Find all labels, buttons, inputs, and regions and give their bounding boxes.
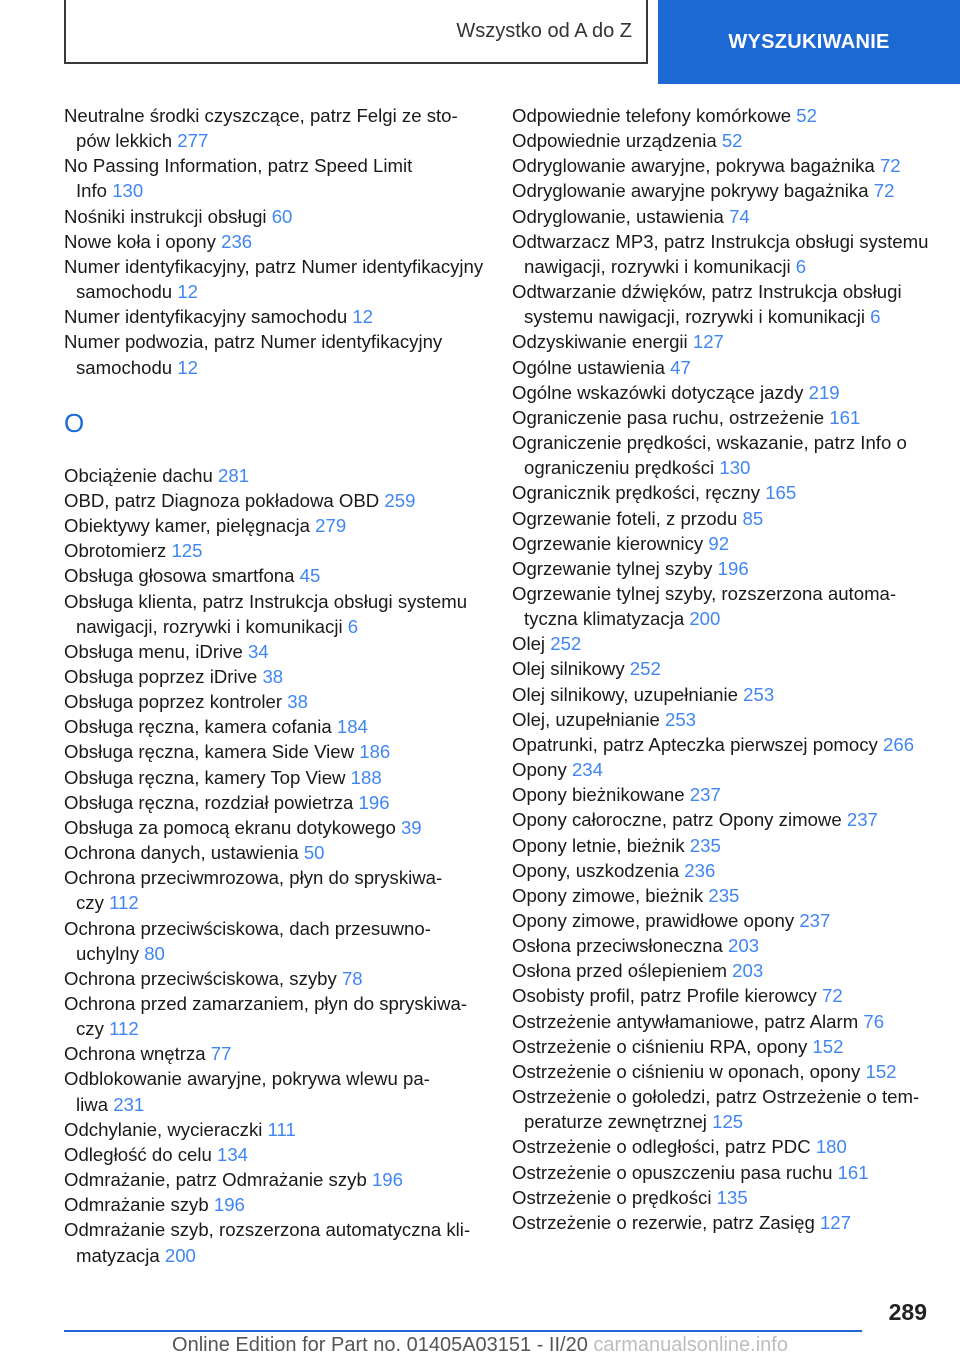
entry-text: Obsługa ręczna, kamera cofania [64,716,332,738]
page-ref-link[interactable]: 52 [796,105,817,126]
index-entry [64,538,484,563]
page-ref-link[interactable]: 134 [216,1143,249,1165]
entry-text: Ostrzeżenie antywłamaniowe, patrz Alarm [512,1010,859,1032]
index-column-left [64,103,484,1268]
index-entry [512,1160,932,1185]
page-ref-link[interactable]: 125 [712,1111,744,1133]
page-ref-link[interactable]: 47 [670,356,691,378]
page-ref-link[interactable]: 125 [171,540,203,562]
entry-text: Ochrona wnętrza [64,1043,206,1065]
entry-text: Ochrona danych, ustawienia [64,842,299,864]
index-entry [64,153,484,203]
entry-text: Ostrzeżenie o prędkości [512,1186,712,1208]
entry-text: Ogólne ustawienia [512,356,665,378]
index-entry [64,463,484,488]
index-entry [512,782,932,807]
page-ref-link[interactable]: 80 [144,942,165,964]
entry-text: Osłona przeciwsłoneczna [512,935,723,957]
entry-text: Opatrunki, patrz Apteczka pierwszej pomocy [512,733,878,755]
index-entry [64,229,484,254]
entry-text: Odzyskiwanie energii [512,331,688,353]
index-entry [64,1066,484,1116]
index-entry [512,883,932,908]
page-ref-link[interactable]: 231 [113,1093,145,1115]
header-active-tab[interactable] [658,0,960,84]
index-entry [64,639,484,664]
page-ref-link[interactable]: 50 [303,842,325,864]
entry-text: Olej [512,633,546,655]
entry-text: Nowe koła i opony [64,230,216,252]
entry-text: Odmrażanie szyb, rozszerzona automatyczna klimatyzacja [64,1219,471,1266]
page-ref-link[interactable]: 6 [795,255,807,277]
index-entry [512,556,932,581]
page-ref-link[interactable]: 78 [341,967,363,989]
page-ref-link[interactable]: 196 [717,557,749,579]
index-entry [512,933,932,958]
entry-text: Obsługa menu, iDrive [64,640,243,662]
page-ref-link[interactable]: 253 [743,683,775,705]
entry-text: Ostrzeżenie o ciśnieniu RPA, opony [512,1035,808,1057]
entry-text: Odmrażanie, patrz Odmrażanie szyb [64,1169,367,1191]
index-entry [64,103,484,153]
entry-text: Ostrzeżenie o rezerwie, patrz Zasięg [512,1211,815,1233]
page-ref-link[interactable]: 12 [177,356,198,378]
index-entry [512,983,932,1008]
page-ref-link[interactable]: 127 [819,1211,851,1233]
entry-text: Odległość do celu [64,1143,212,1165]
page-ref-link[interactable]: 235 [689,834,721,856]
entry-text: Odryglowanie awaryjne, pokrywa bagażnika [512,155,875,177]
page-ref-link[interactable]: 281 [218,464,250,486]
page-ref-link[interactable]: 277 [177,130,209,152]
index-entry [64,765,484,790]
entry-text: Ostrzeżenie o ciśnieniu w oponach, opony [512,1060,861,1082]
index-entry [512,103,932,128]
entry-text: Osobisty profil, patrz Profile kierowcy [512,985,817,1007]
index-entry [512,229,932,279]
index-entry [512,1134,932,1159]
index-entry [512,757,932,782]
index-entry [64,204,484,229]
index-entry [512,858,932,883]
page-ref-link[interactable]: 200 [164,1244,196,1266]
page-ref-link[interactable]: 161 [829,406,861,428]
index-entry [64,916,484,966]
index-entry [512,1210,932,1235]
page-ref-link[interactable]: 12 [177,281,198,303]
index-entry [512,833,932,858]
index-entry [512,1084,932,1134]
page-ref-link[interactable]: 45 [299,565,321,587]
entry-text: Odryglowanie awaryjne pokrywy bagażnika [512,180,869,202]
page-ref-link[interactable]: 60 [271,205,293,227]
page-ref-link[interactable]: 237 [846,809,878,831]
entry-text: Olej silnikowy, uzupełnianie [512,683,738,705]
index-entry [64,304,484,329]
index-entry [64,664,484,689]
index-entry [512,958,932,983]
page-ref-link[interactable]: 72 [873,180,895,202]
index-entry [64,1142,484,1167]
page-ref-link[interactable]: 196 [358,791,390,813]
entry-text: Osłona przed oślepieniem [512,960,727,982]
page-ref-link[interactable]: 111 [267,1118,296,1140]
index-entry [64,589,484,639]
index-entry [512,405,932,430]
entry-text: Obsługa ręczna, kamery Top View [64,766,346,788]
page-ref-link[interactable]: 279 [315,515,347,537]
entry-text: Odchylanie, wycieraczki [64,1118,263,1140]
page-ref-link[interactable]: 237 [689,784,721,806]
index-entry [512,380,932,405]
index-entry [512,631,932,656]
index-entry [64,1041,484,1066]
index-entry [64,329,484,379]
entry-text: Olej, uzupełnianie [512,708,660,730]
page-ref-link[interactable]: 38 [262,665,284,687]
page-ref-link[interactable]: 237 [799,910,831,931]
footer-edition [0,1334,960,1357]
index-entry [512,279,932,329]
page-ref-link[interactable]: 92 [708,532,730,554]
edition-text: Online Edition for Part no. 01405A03151 - II/20 [172,1334,588,1356]
index-entry [64,513,484,538]
index-entry [512,329,932,354]
index-entry [512,581,932,631]
entry-text: Ogrzewanie kierownicy [512,532,704,554]
header-tab-label: Wszystko od A do Z [456,19,632,42]
entry-text: Obsługa ręczna, rozdział powietrza [64,791,354,813]
section-letter: O [64,407,85,438]
page-ref-link[interactable]: 266 [883,733,915,755]
page-ref-link[interactable]: 6 [347,615,359,637]
page-ref-link[interactable]: 127 [692,331,724,353]
index-column-right [512,103,932,1235]
index-entry [512,807,932,832]
entry-text: Odpowiednie urządzenia [512,130,717,152]
footer-divider [64,1330,862,1332]
page-ref-link[interactable]: 72 [822,985,843,1007]
index-entry [512,1185,932,1210]
index-entry [64,1192,484,1217]
entry-text: Ochrona przeciwściskowa, szyby [64,967,337,989]
page-ref-link[interactable]: 180 [815,1136,847,1158]
header-tab-box[interactable] [64,0,648,64]
page-ref-link[interactable]: 252 [550,633,582,655]
index-entry [64,815,484,840]
page-ref-link[interactable]: 236 [684,859,716,881]
entry-text: Ostrzeżenie o opuszczeniu pasa ruchu [512,1161,833,1183]
entry-text: Ogrzewanie tylnej szyby [512,557,713,579]
page-ref-link[interactable]: 130 [112,180,144,202]
index-entry [512,1034,932,1059]
page-ref-link[interactable]: 236 [221,230,253,252]
page-ref-link[interactable]: 130 [719,457,751,479]
entry-text: Nośniki instrukcji obsługi [64,205,267,227]
page-ref-link[interactable]: 184 [336,716,368,738]
entry-text: No Passing Information, patrz Speed Limit Info [64,155,413,202]
page-ref-link[interactable]: 112 [109,892,139,914]
entry-text: OBD, patrz Diagnoza pokładowa OBD [64,489,380,511]
index-entry [64,563,484,588]
entry-text: Odblokowanie awaryjne, pokrywa wlewu paliwa [64,1068,430,1115]
page-ref-link[interactable]: 165 [765,482,797,504]
entry-text: Ograniczenie pasa ruchu, ostrzeżenie [512,406,825,428]
entry-text: Neutralne środki czyszczące, patrz Felgi ze stopów lekkich [64,105,458,152]
page-ref-link[interactable]: 135 [716,1186,748,1208]
page-ref-link[interactable]: 203 [728,935,760,957]
page-ref-link[interactable]: 152 [812,1035,844,1057]
entry-text: Odtwarzanie dźwięków, patrz Instrukcja obsługi systemu nawigacji, rozrywki i komunikacji [512,281,902,328]
page-ref-link[interactable]: 200 [689,608,721,630]
page-ref-link[interactable]: 12 [352,306,374,328]
page-ref-link[interactable]: 188 [350,766,382,788]
entry-text: Opony całoroczne, patrz Opony zimowe [512,809,842,831]
page-ref-link[interactable]: 6 [870,306,881,328]
page-ref-link[interactable]: 72 [879,155,901,177]
index-entry [512,153,932,178]
page-ref-link[interactable]: 52 [721,130,743,152]
entry-text: Odmrażanie szyb [64,1194,209,1216]
page-number: 289 [888,1299,927,1325]
entry-text: Ochrona przeciwściskowa, dach przesuwnouchylny [64,917,431,964]
entry-text: Odtwarzacz MP3, patrz Instrukcja obsługi systemu nawigacji, rozrywki i komunikacji [512,230,929,277]
entry-text: Obsługa za pomocą ekranu dotykowego [64,816,396,838]
page-ref-link[interactable]: 203 [732,960,764,982]
index-entry [512,908,932,933]
page-ref-link[interactable]: 34 [247,640,269,662]
page-ref-link[interactable]: 252 [629,658,661,680]
page-ref-link[interactable]: 38 [287,691,308,713]
index-entry [64,254,484,304]
index-entry [512,355,932,380]
entry-text: Ogrzewanie foteli, z przodu [512,507,738,529]
index-entry [64,739,484,764]
index-entry [64,840,484,865]
index-entry [512,732,932,757]
entry-text: Ostrzeżenie o gołoledzi, patrz Ostrzeżenie o temperaturze zewnętrznej [512,1086,920,1133]
index-entry [512,1009,932,1034]
page-ref-link[interactable]: 234 [571,759,603,781]
entry-text: Olej silnikowy [512,658,625,680]
entry-text: Opony zimowe, bieżnik [512,884,704,906]
page-ref-link[interactable]: 77 [210,1043,232,1065]
index-entry [512,128,932,153]
index-entry [64,488,484,513]
entry-text: Obsługa głosowa smartfona [64,565,295,587]
page-ref-link[interactable]: 76 [863,1010,885,1032]
entry-text: Opony, uszkodzenia [512,859,680,881]
entry-text: Ochrona przeciwmrozowa, płyn do spryskiwaczy [64,867,443,914]
index-entry [512,707,932,732]
page-ref-link[interactable]: 235 [708,884,740,906]
page-ref-link[interactable]: 196 [371,1169,403,1191]
page-ref-link[interactable]: 161 [837,1161,869,1183]
index-entry [512,682,932,707]
entry-text: Ochrona przed zamarzaniem, płyn do spryskiwaczy [64,993,468,1040]
entry-text: Obsługa poprzez iDrive [64,665,258,687]
entry-text: Numer podwozia, patrz Numer identyfikacyjny samochodu [64,331,443,378]
entry-text: Numer identyfikacyjny, patrz Numer identyfikacyjny samochodu [64,255,484,303]
index-entry [512,480,932,505]
entry-text: Ogranicznik prędkości, ręczny [512,482,761,504]
index-entry [512,178,932,203]
index-entry [64,865,484,915]
index-entry [64,790,484,815]
index-entry [64,966,484,991]
page-ref-link[interactable]: 186 [359,741,391,763]
entry-text: Obsługa klienta, patrz Instrukcja obsługi systemu nawigacji, rozrywki i komunikacji [64,590,468,637]
entry-text: Opony zimowe, prawidłowe opony [512,910,795,931]
page-ref-link[interactable]: 152 [865,1060,897,1082]
entry-text: Obsługa poprzez kontroler [64,691,283,713]
entry-text: Obrotomierz [64,540,167,562]
watermark-text: carmanualsonline.info [587,1334,788,1356]
entry-text: Opony bieżnikowane [512,784,685,806]
index-entry [512,506,932,531]
entry-text: Odpowiednie telefony komórkowe [512,105,792,126]
page-ref-link[interactable]: 253 [665,708,697,730]
index-entry [512,1059,932,1084]
index-entry [64,1167,484,1192]
entry-text: Opony letnie, bieżnik [512,834,685,856]
entry-text: Numer identyfikacyjny samochodu [64,306,348,328]
index-entry [64,991,484,1041]
entry-text: Ogólne wskazówki dotyczące jazdy [512,381,804,403]
entry-text: Odryglowanie, ustawienia [512,205,724,227]
page-ref-link[interactable]: 74 [729,205,750,227]
entry-text: Ograniczenie prędkości, wskazanie, patrz Info o ograniczeniu prędkości [512,432,907,479]
entry-text: Obiektywy kamer, pielęgnacja [64,515,310,537]
header-active-label: WYSZUKIWANIE [728,30,890,53]
index-entry [64,714,484,739]
index-entry [64,1217,484,1267]
entry-text: Obsługa ręczna, kamera Side View [64,741,355,763]
index-entry [512,430,932,480]
page-ref-link[interactable]: 112 [109,1018,139,1040]
page-ref-link[interactable]: 39 [400,816,422,838]
entry-text: Opony [512,759,567,781]
index-entry [512,204,932,229]
index-entry [512,531,932,556]
page-ref-link[interactable]: 196 [213,1194,245,1216]
entry-text: Obciążenie dachu [64,464,213,486]
index-entry [512,656,932,681]
entry-text: Ostrzeżenie o odległości, patrz PDC [512,1136,811,1158]
page-ref-link[interactable]: 259 [384,489,416,511]
entry-text: Ogrzewanie tylnej szyby, rozszerzona automatyczna klimatyzacja [512,582,897,630]
index-entry [64,1117,484,1142]
page-ref-link[interactable]: 85 [742,507,764,529]
index-entry [64,689,484,714]
page-ref-link[interactable]: 219 [808,381,840,403]
